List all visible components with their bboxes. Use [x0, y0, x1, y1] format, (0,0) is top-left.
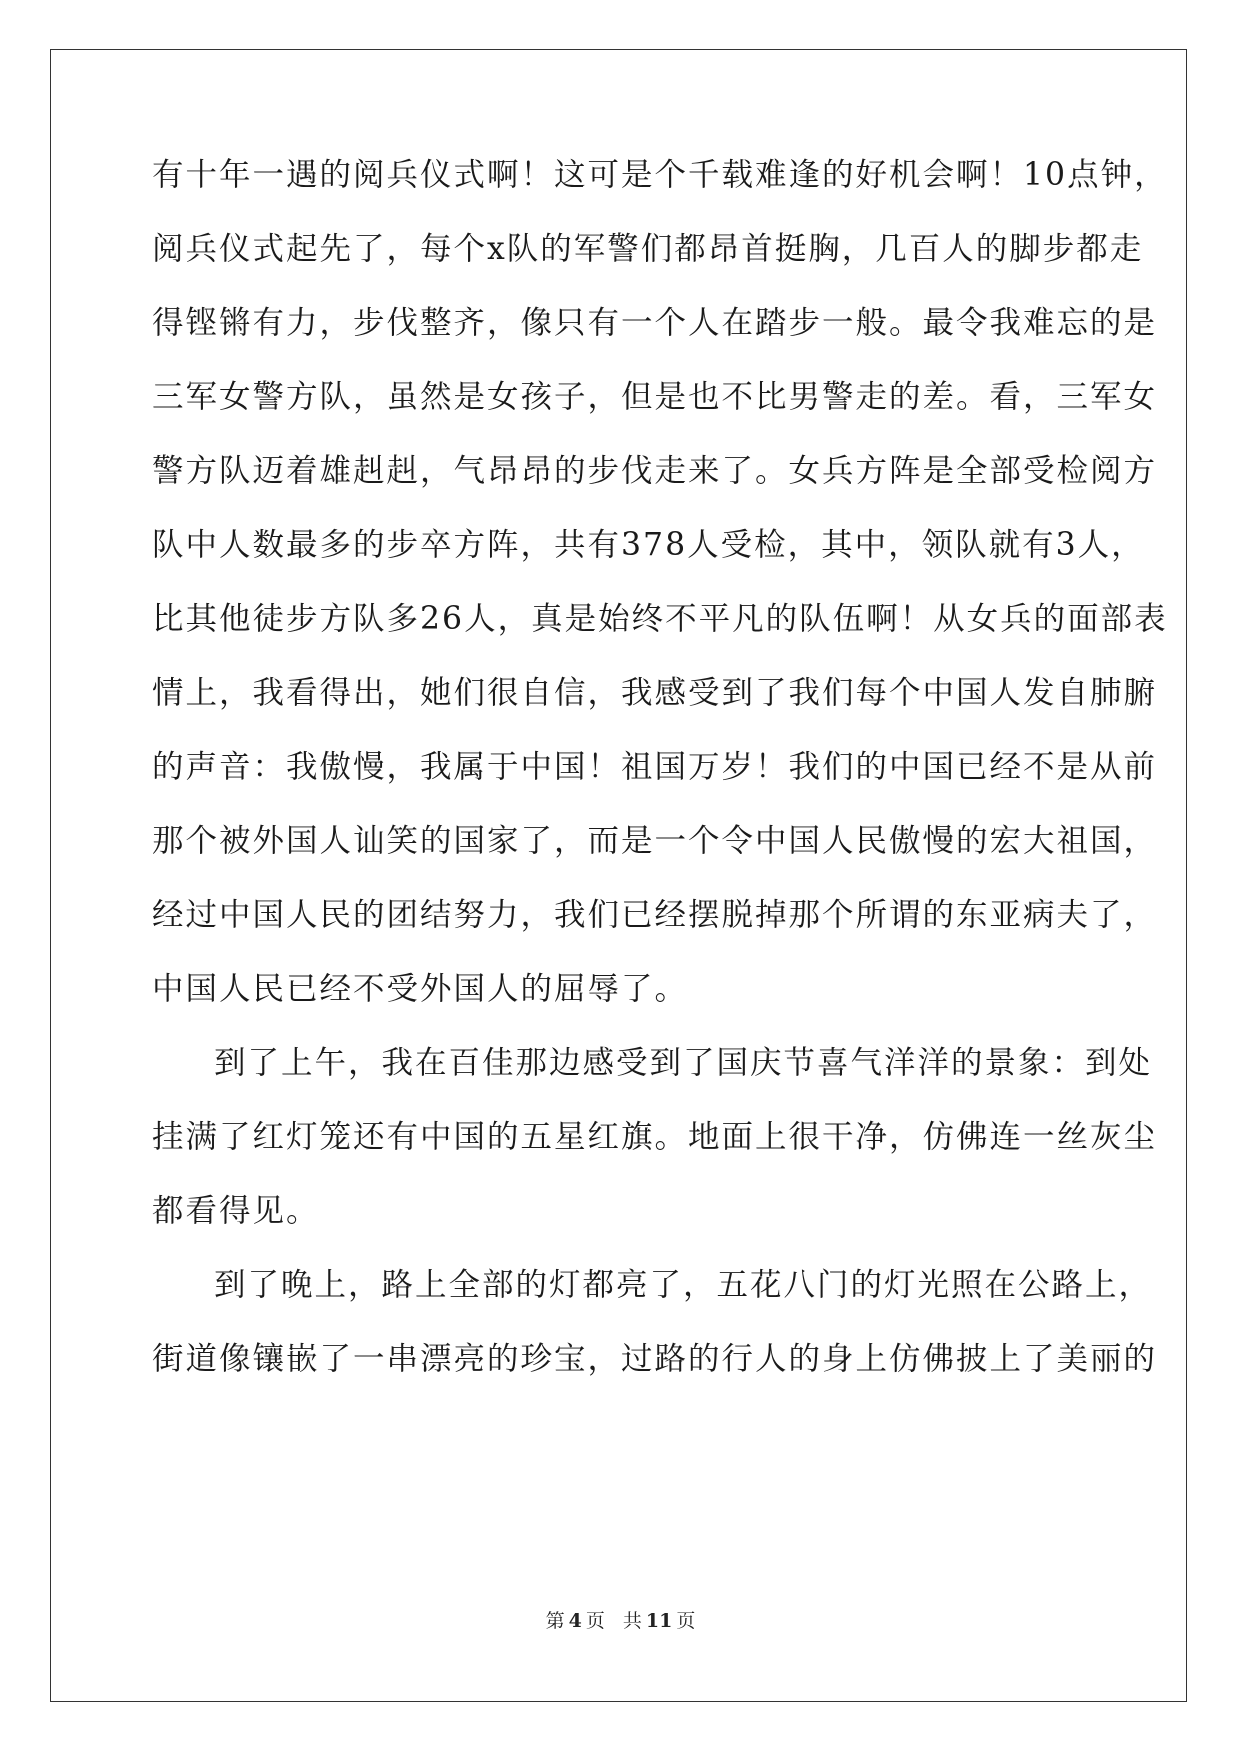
text-line: 那个被外国人讪笑的国家了，而是一个令中国人民傲慢的宏大祖国，: [152, 823, 1158, 859]
paragraph-first-line: 到了上午，我在百佳那边感受到了国庆节喜气洋洋的景象：到处: [214, 1045, 1153, 1081]
text-line: 中国人民已经不受外国人的屈辱了。: [152, 971, 689, 1007]
footer-page-suffix: 页: [585, 1610, 605, 1632]
footer-total-prefix: 共: [622, 1610, 642, 1632]
text-line: 的声音：我傲慢，我属于中国！祖国万岁！我们的中国已经不是从前: [152, 749, 1158, 785]
paragraph-first-line: 到了晚上，路上全部的灯都亮了，五花八门的灯光照在公路上，: [214, 1267, 1153, 1303]
footer-total-suffix: 页: [676, 1610, 696, 1632]
text-line: 街道像镶嵌了一串漂亮的珍宝，过路的行人的身上仿佛披上了美丽的: [152, 1341, 1158, 1377]
page-footer: [0, 1606, 1241, 1633]
text-line: 阅兵仪式起先了，每个x队的军警们都昂首挺胸，几百人的脚步都走: [152, 231, 1144, 267]
text-line: 比其他徒步方队多26人，真是始终不平凡的队伍啊！从女兵的面部表: [152, 601, 1168, 637]
text-line: 有十年一遇的阅兵仪式啊！这可是个千载难逢的好机会啊！10点钟，: [152, 157, 1168, 193]
text-line: 经过中国人民的团结努力，我们已经摆脱掉那个所谓的东亚病夫了，: [152, 897, 1158, 933]
text-line: 队中人数最多的步卒方阵，共有378人受检，其中，领队就有3人，: [152, 527, 1145, 563]
current-page-number: 4: [568, 1610, 582, 1632]
text-line: 得铿锵有力，步伐整齐，像只有一个人在踏步一般。最令我难忘的是: [152, 305, 1158, 341]
text-line: 情上，我看得出，她们很自信，我感受到了我们每个中国人发自肺腑: [152, 675, 1158, 711]
text-line: 都看得见。: [152, 1193, 320, 1229]
text-line: 警方队迈着雄赳赳，气昂昂的步伐走来了。女兵方阵是全部受检阅方: [152, 453, 1158, 489]
page-border: [50, 49, 1187, 1702]
text-line: 挂满了红灯笼还有中国的五星红旗。地面上很干净，仿佛连一丝灰尘: [152, 1119, 1158, 1155]
footer-prefix: 第: [545, 1610, 565, 1632]
total-pages-number: 11: [645, 1610, 673, 1632]
text-line: 三军女警方队，虽然是女孩子，但是也不比男警走的差。看，三军女: [152, 379, 1158, 415]
